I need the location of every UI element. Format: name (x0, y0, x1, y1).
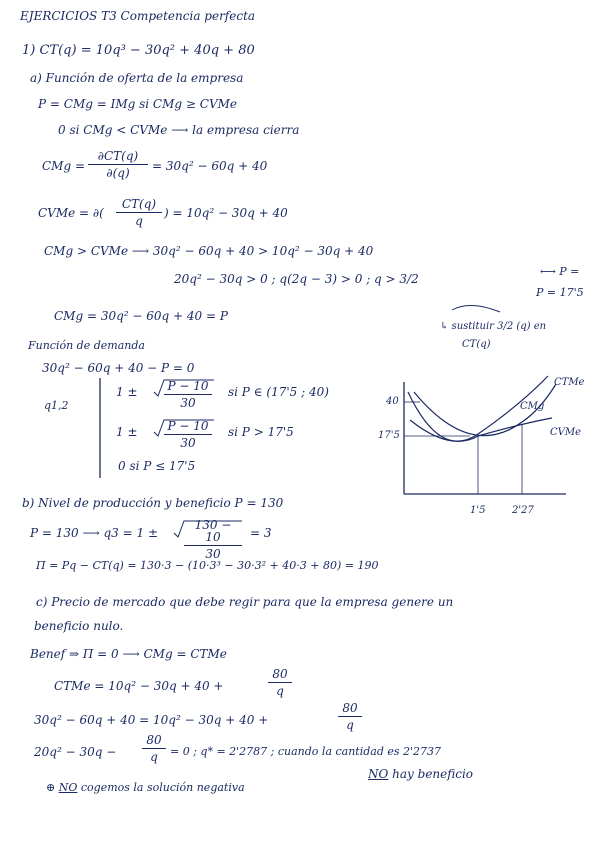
ctme-label: CTMe (554, 377, 585, 388)
ctme-denominator: q (276, 684, 284, 698)
cost-function: 1) CT(q) = 10q³ − 30q² + 40q + 80 (22, 43, 255, 58)
x-label-2-27: 2'27 (512, 505, 534, 516)
case1-condition: si P ∈ (17'5 ; 40) (228, 385, 329, 399)
quantity-numerator: 130 − 10 (184, 519, 242, 546)
case1-numerator: P − 10 (164, 380, 212, 395)
section-c-heading-1: c) Precio de mercado que debe regir para que la empresa genere un (36, 595, 454, 609)
note-mark: ⊕ (46, 781, 56, 794)
quadratic-denominator: q (150, 750, 158, 764)
shutdown-rule: 0 si CMg < CVMe ⟶ la empresa cierra (58, 123, 300, 137)
cmg-equals-price: CMg = 30q² − 60q + 40 = P (54, 309, 228, 323)
ct-q-note: CT(q) (462, 339, 491, 350)
inequality-line-2: 20q² − 30q > 0 ; q(2q − 3) > 0 ; q > 3/2 (174, 272, 419, 286)
cvme-curve (410, 418, 552, 441)
y-label-17-5: 17'5 (378, 430, 400, 441)
inequality-line-1: CMg > CVMe ⟶ 30q² − 60q + 40 > 10q² − 30q + 40 (44, 244, 374, 258)
price-arrow: ⟷ P = (540, 265, 580, 278)
no-profit-no: NO (368, 767, 389, 781)
case2-numerator: P − 10 (164, 420, 212, 435)
no-profit-rest: hay beneficio (388, 767, 474, 781)
demand-equation: 30q² − 60q + 40 − P = 0 (42, 361, 195, 375)
cmg-numerator: ∂CT(q) (88, 150, 148, 165)
cmg-lhs: CMg = (42, 159, 86, 173)
quantity-line-prefix: P = 130 ⟶ q3 = 1 ± (30, 526, 158, 540)
y-label-40: 40 (386, 396, 399, 407)
equality-denominator: q (346, 718, 354, 732)
x-label-1-5: 1'5 (470, 505, 486, 516)
equality-lhs: 30q² − 60q + 40 = 10q² − 30q + 40 + (34, 713, 269, 727)
case3: 0 si P ≤ 17'5 (118, 459, 196, 473)
section-c-heading-2: beneficio nulo. (34, 619, 124, 633)
quadratic-numerator: 80 (142, 734, 166, 749)
case2-denominator: 30 (180, 436, 196, 450)
ctme-numerator: 80 (268, 668, 292, 683)
section-b-heading: b) Nivel de producción y beneficio P = 130 (22, 496, 284, 510)
zero-profit-condition: Benef ⇒ Π = 0 ⟶ CMg = CTMe (30, 647, 227, 661)
q12-label: q1,2 (44, 399, 69, 412)
equality-numerator: 80 (338, 702, 362, 717)
ctme-lhs: CTMe = 10q² − 30q + 40 + (54, 679, 224, 693)
case1-denominator: 30 (180, 396, 196, 410)
profit-line: Π = Pq − CT(q) = 130·3 − (10·3³ − 30·3² + 40·3 + 80) = 190 (36, 559, 379, 572)
quadratic-prefix: 20q² − 30q − (34, 745, 117, 759)
quadratic-solution: = 0 ; q* = 2'2787 ; cuando la cantidad es 2'2737 (170, 745, 442, 758)
cvme-lhs: CVMe = ∂( (38, 206, 104, 220)
cmg-label: CMg (520, 401, 545, 412)
section-a-heading: a) Función de oferta de la empresa (30, 71, 244, 85)
case1-prefix: 1 ± (116, 385, 138, 399)
case2-condition: si P > 17'5 (228, 425, 294, 439)
case2-sqrt (154, 420, 214, 436)
price-threshold: P = 17'5 (536, 286, 584, 299)
substitute-note: ↳ sustituir 3/2 (q) en (440, 321, 547, 332)
cmg-rhs: = 30q² − 60q + 40 (152, 159, 268, 173)
demand-heading: Función de demanda (28, 339, 145, 352)
note-no: NO (58, 781, 78, 794)
quantity-sqrt (174, 521, 242, 537)
cvme-numerator: CT(q) (116, 198, 162, 213)
cmg-denominator: ∂(q) (106, 166, 130, 180)
quantity-denominator: 30 (205, 547, 221, 561)
cvme-rhs: ) = 10q² − 30q + 40 (164, 206, 288, 220)
cvme-label: CVMe (550, 427, 582, 438)
quantity-result: = 3 (250, 526, 272, 540)
cvme-denominator: q (135, 214, 143, 228)
case2-prefix: 1 ± (116, 425, 138, 439)
page-title: EJERCICIOS T3 Competencia perfecta (20, 9, 256, 23)
price-rule: P = CMg = IMg si CMg ≥ CVMe (38, 97, 237, 111)
note-rest: cogemos la solución negativa (77, 781, 245, 794)
case1-sqrt (154, 380, 214, 396)
threshold-arrow-curve (452, 305, 500, 312)
